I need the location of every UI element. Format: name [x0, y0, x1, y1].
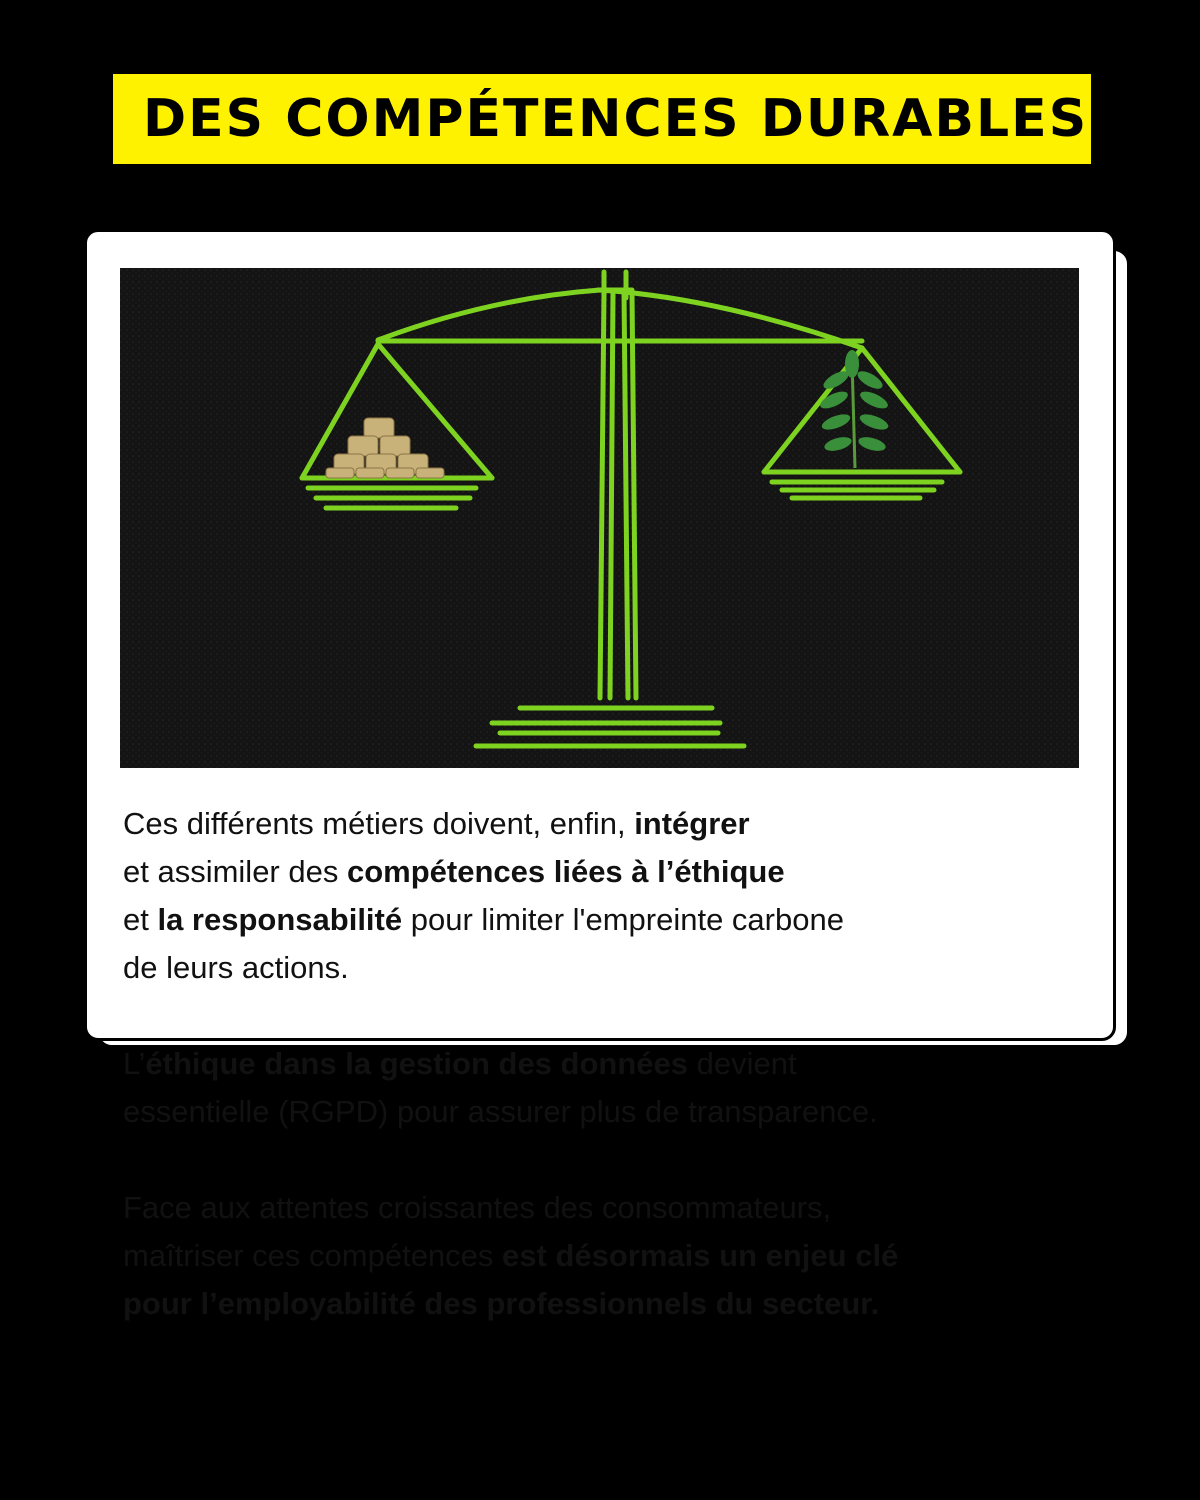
p1-line-1	[123, 800, 1103, 848]
p3-line-2	[123, 1232, 1103, 1280]
bold-span: est désormais un enjeu clé	[502, 1238, 899, 1273]
text-span: devient	[688, 1046, 797, 1081]
p2-line-1	[123, 1040, 1103, 1088]
p1-line-2	[123, 848, 1103, 896]
scale-photo	[120, 268, 1079, 768]
text-span: L’	[123, 1046, 146, 1081]
page-title: DES COMPÉTENCES DURABLES	[143, 89, 1089, 149]
body-text	[123, 800, 1103, 1376]
text-span: pour limiter l'empreinte carbone	[402, 902, 844, 937]
text-span: de leurs actions.	[123, 950, 349, 985]
text-span: maîtriser ces compétences	[123, 1238, 503, 1273]
balance-scale-icon	[120, 268, 1079, 768]
p2-line-2	[123, 1088, 1103, 1136]
bold-span: éthique dans la gestion des données	[145, 1046, 689, 1081]
bold-span: la responsabilité	[157, 902, 403, 937]
text-span: Ces différents métiers doivent, enfin,	[123, 806, 635, 841]
paragraph-3	[123, 1184, 1103, 1328]
p1-line-4	[123, 944, 1103, 992]
bold-span: pour l’employabilité des professionnels du secteur.	[123, 1286, 880, 1321]
text-span: Face aux attentes croissantes des consommateurs,	[123, 1190, 832, 1225]
bold-span: compétences liées à l’éthique	[346, 854, 785, 889]
text-span: essentielle (RGPD) pour assurer plus de transparence.	[123, 1094, 878, 1129]
text-span: et	[123, 902, 158, 937]
title-banner	[113, 74, 1091, 164]
paragraph-1	[123, 800, 1103, 992]
p3-line-3	[123, 1280, 1103, 1328]
p1-line-3	[123, 896, 1103, 944]
p3-line-1	[123, 1184, 1103, 1232]
paragraph-2	[123, 1040, 1103, 1136]
text-span: et assimiler des	[123, 854, 347, 889]
bold-span: intégrer	[634, 806, 750, 841]
